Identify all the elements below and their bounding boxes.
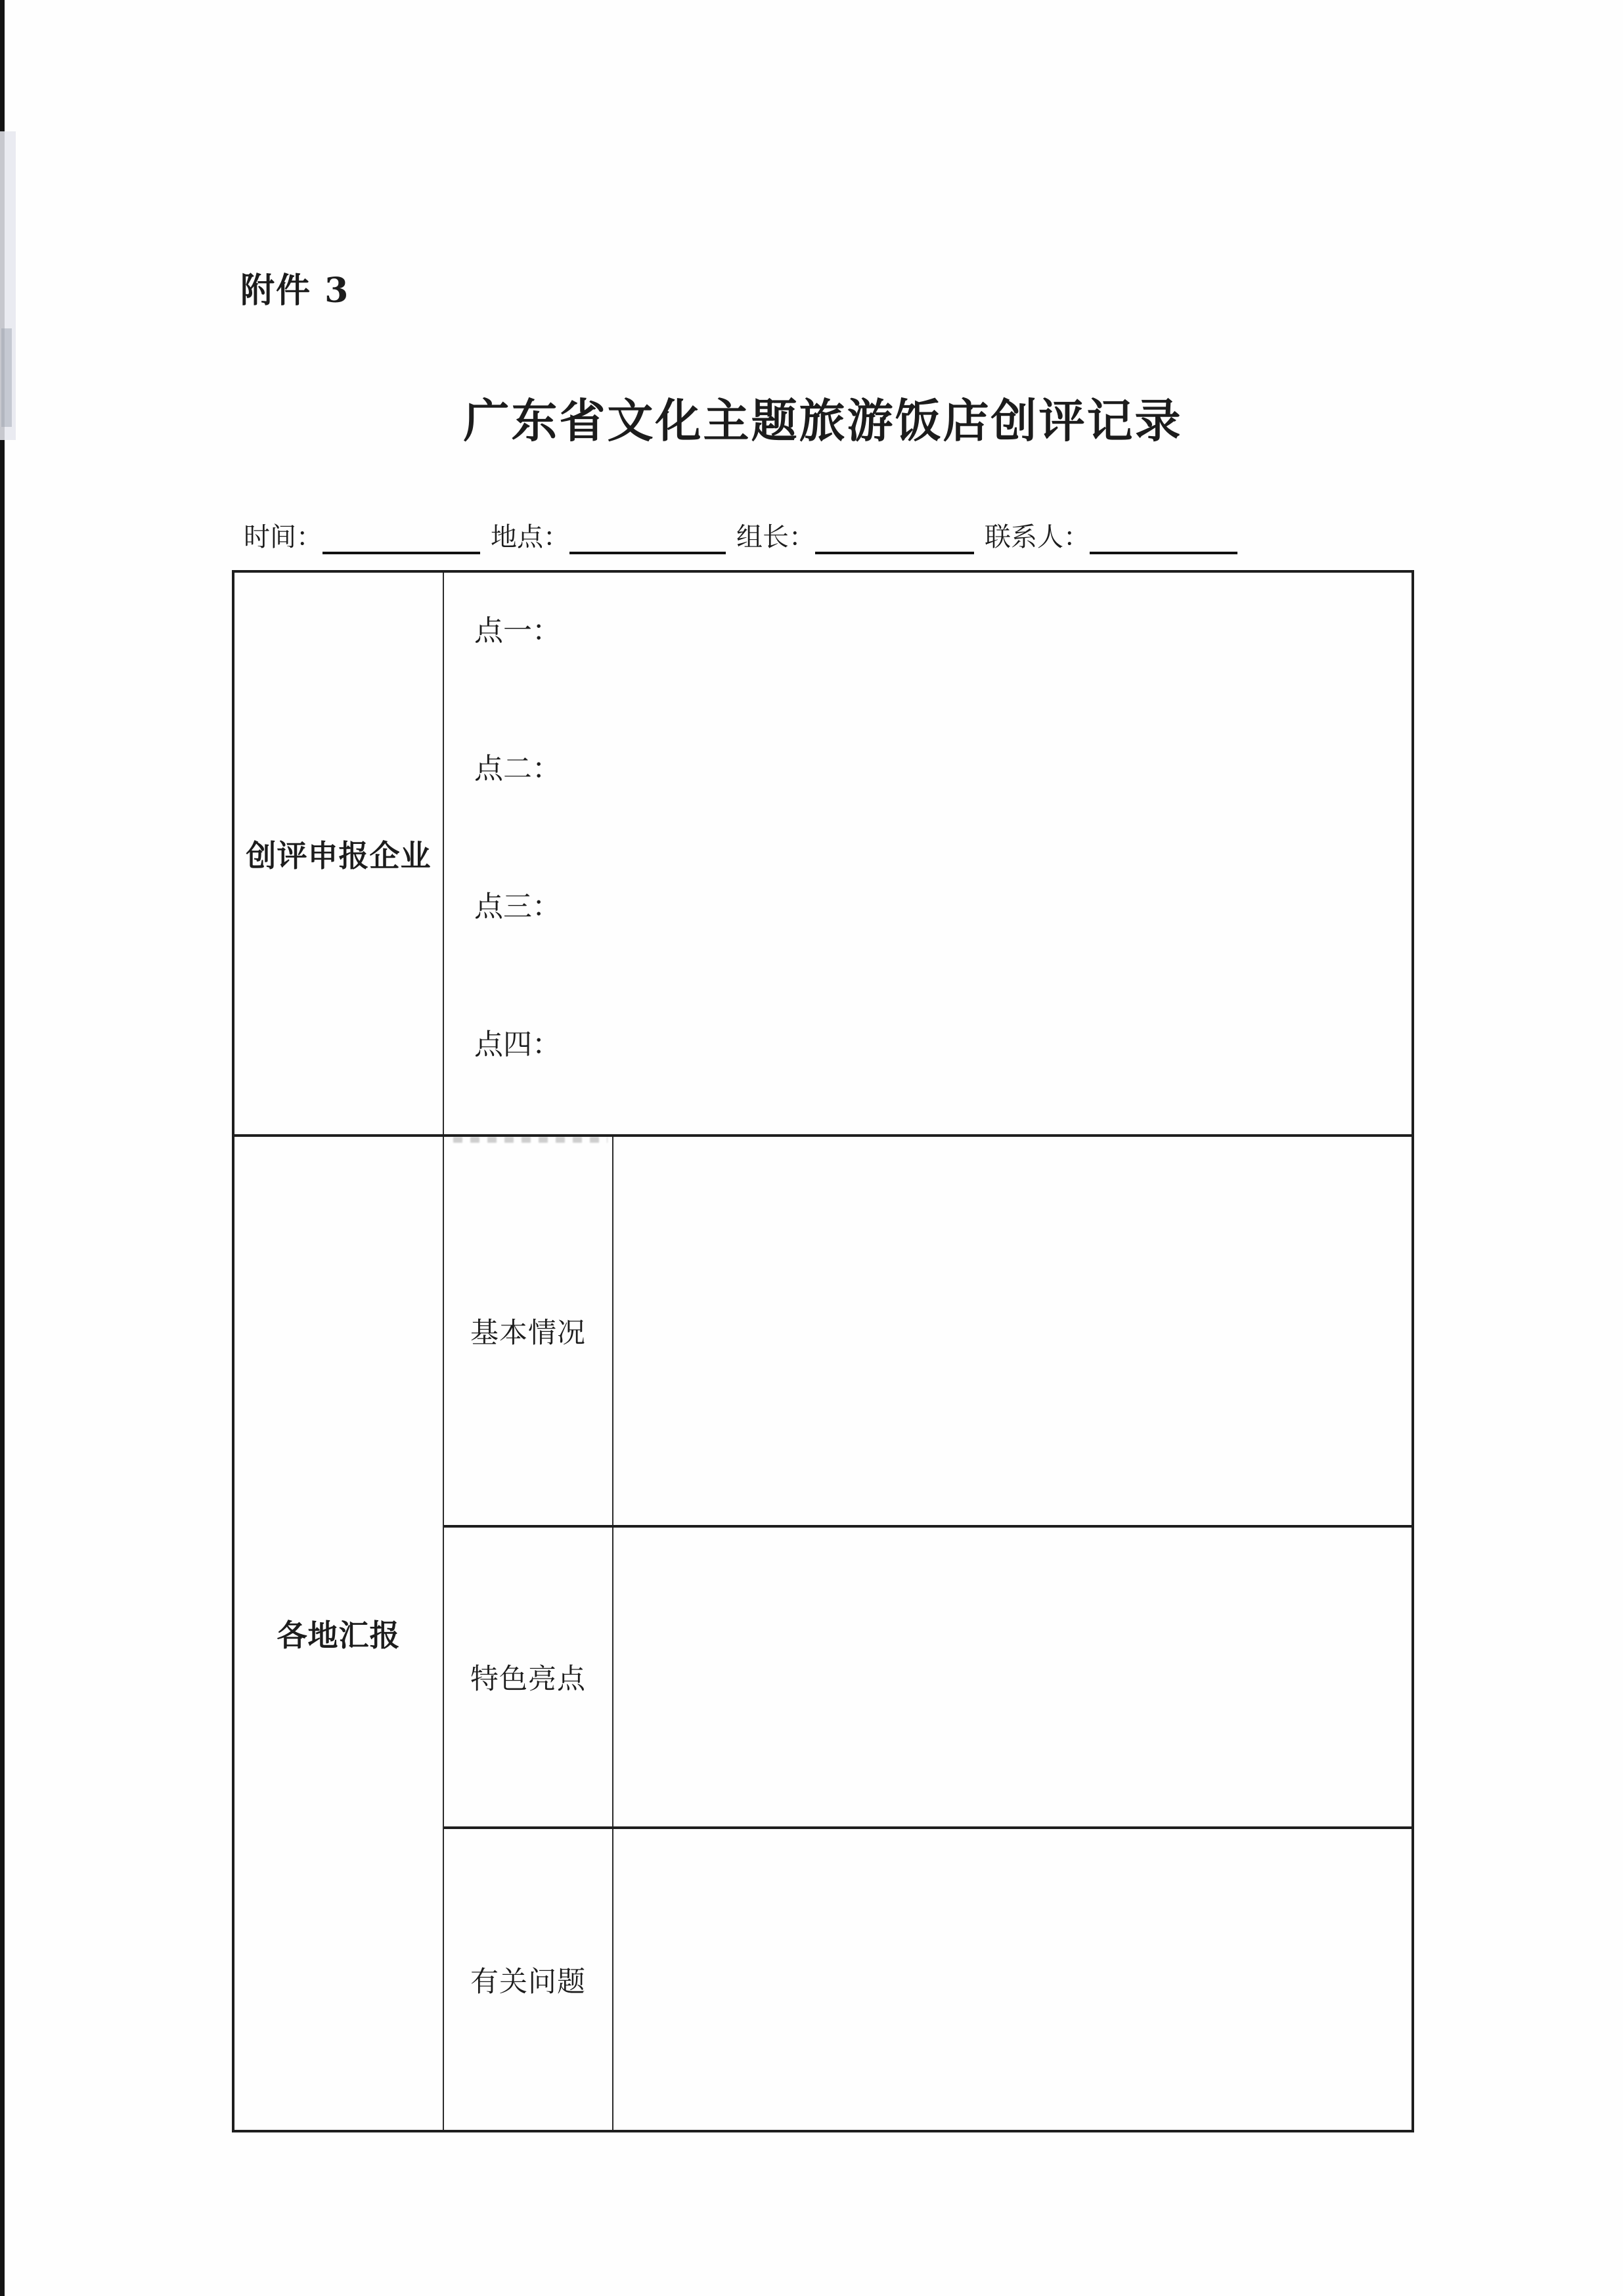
basic-info-section (444, 1137, 1412, 1525)
time-blank-line (322, 523, 480, 554)
evaluation-record-table (232, 570, 1414, 2132)
document-title: 广东省文化主题旅游饭店创评记录 (463, 393, 1183, 448)
leader-field-label: 组长： (736, 522, 815, 552)
place-blank-line (569, 523, 726, 554)
applicant-row-header-cell (234, 573, 444, 1134)
highlights-label: 特色亮点 (470, 1663, 586, 1696)
highlights-section (444, 1525, 1412, 1826)
point-3-label: 点三： (474, 890, 561, 923)
applicant-row (234, 573, 1412, 1134)
report-row-header-cell (234, 1137, 444, 2130)
leader-blank-line (815, 523, 974, 554)
attachment-label: 附件 3 (240, 271, 350, 311)
header-fields-row (244, 520, 1400, 554)
report-row-header: 各地汇报 (277, 1618, 401, 1653)
point-2-label: 点二： (474, 752, 561, 785)
basic-info-label-cell (444, 1137, 613, 1525)
issues-label: 有关问题 (470, 1965, 586, 1998)
contact-field-label: 联系人： (985, 522, 1090, 552)
issues-section (444, 1826, 1412, 2130)
highlights-content-cell (613, 1528, 1412, 1826)
point-1-label: 点一： (474, 614, 561, 648)
issues-content-cell (613, 1829, 1412, 2130)
time-field-label: 时间： (244, 522, 322, 552)
issues-label-cell (444, 1829, 613, 2130)
contact-blank-line (1090, 523, 1237, 554)
point-4-label: 点四： (474, 1028, 561, 1061)
highlights-label-cell (444, 1528, 613, 1826)
applicant-points-cell (444, 573, 1412, 1134)
basic-info-label: 基本情况 (470, 1317, 586, 1350)
applicant-row-header: 创评申报企业 (246, 837, 432, 873)
report-sections (444, 1137, 1412, 2130)
report-row (234, 1134, 1412, 2130)
scan-smudge-artifact (1, 328, 12, 427)
place-field-label: 地点： (491, 522, 569, 552)
basic-info-content-cell (613, 1137, 1412, 1525)
